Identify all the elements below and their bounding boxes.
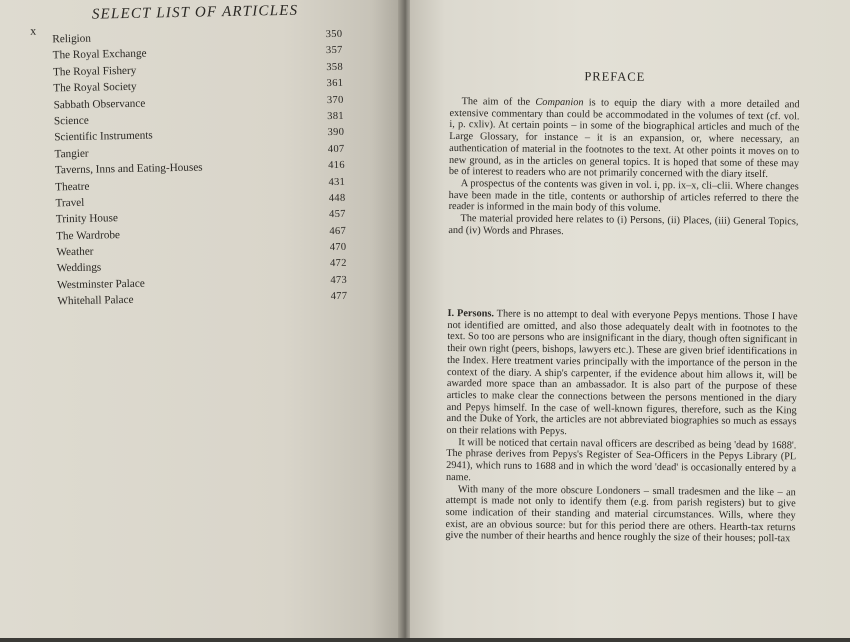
running-head: SELECT LIST OF ARTICLES [91,2,299,23]
article-page-number: 381 [327,110,345,123]
article-page-number: 416 [328,159,345,172]
section-heading: I. Persons. [447,307,495,320]
intro-text: The aim of the [461,96,536,108]
right-page [410,0,850,638]
persons-text: There is no attempt to deal with everyone Pepys mentions. Those I have not identified are omitted, and also those adequately dealt with in footnotes to the text. So too are persons who are insignificant in the diary, though often significant in their own right (peers, bishops, lawyers etc.). These are given brief identifications in the Index. Here treatment varies principally with the importance of the person in the context of the diary. A ship's carpenter, if the evidence about him allows it, will be awarded more space than an ambassador. It is also part of the purpose of these articles to make clear the connections between the persons mentioned in the diary and Pepys himself. In the case of well-known figures, therefore, such as the King and the Duke of York, the articles are not abbreviated biographies so much as essays on their relations with Pepys. [446,308,798,438]
article-title: Theatre [55,180,90,193]
article-page-number: 357 [325,45,343,57]
article-title: Weather [56,245,94,259]
right-page-content [404,0,850,642]
article-title: Trinity House [55,212,119,226]
article-page-number: 473 [330,274,348,286]
intro-text-continued: is to equip the diary with a more detailed and extensive commentary than could be accommodated in the volumes of text (cf. vol. i, p. cxliv). At certain points – in some of the biographical articles and much of the Large Glossary, for instance – it is an expansion, or, where necessary, an authentication of material in the footnotes to the text. At other points it moves on to new ground, as in the articles on general topics. It is hoped that some of these may be of interest to readers who are not primarily concerned with the diary itself. [448,97,800,181]
article-page-number: 358 [326,61,344,73]
persons-paragraph-2: It will be noticed that certain naval officers are described as being 'dead by 1688'. The phrase derives from Pepys's Register of Sea-Officers in the Pepys Library (PL 2941), which runs to 1688 and in which the word 'dead' is occasionally entered by a name. [445,436,797,484]
article-title: Whitehall Palace [57,294,134,308]
article-title: Weddings [56,261,102,275]
article-page-number: 370 [326,94,344,106]
article-title: Sabbath Observance [53,97,146,111]
article-title: Westminster Palace [56,277,145,292]
left-page [0,0,404,638]
persons-section [445,308,797,545]
article-title: The Royal Fishery [52,64,137,79]
article-title: Scientific Instruments [54,129,153,144]
preface-title: PREFACE [584,69,646,84]
article-title: The Royal Exchange [52,47,147,62]
article-page-number: 431 [328,176,346,188]
article-page-number: 350 [325,28,343,41]
article-title: The Wardrobe [56,228,121,243]
intro-paragraph-3: The material provided here relates to (i) Persons, (ii) Places, (iii) General Topics, and (iv) Words and Phrases. [448,213,799,237]
article-page-number: 467 [329,225,347,237]
intro-paragraph-2: A prospectus of the contents was given in vol. i, pp. ix–x, cli–clii. Where changes have been made in the title, contents or authorship of articles referred to there the reader is informed in the main body of this volume. [448,178,799,215]
article-title: Science [53,114,89,128]
article-page-number: 457 [329,209,346,221]
article-list [52,28,347,312]
article-page-number: 407 [327,143,345,155]
persons-paragraph-3: With many of the more obscure Londoners – small tradesmen and the like – an attempt is made not only to identify them (e.g. from parish registers) but to give some indication of their standing and material circumstances. Wills, where they exist, are an obvious source: but for this period there are others. Hearth-tax returns give the number of their hearths and hence roughly the size of their houses; poll-tax [445,483,796,545]
persons-paragraph-1 [446,308,797,440]
intro-paragraph-1 [449,96,800,181]
article-title: Taverns, Inns and Eating-Houses [54,161,203,177]
article-title: Travel [55,196,85,210]
article-page-number: 448 [328,192,346,205]
article-title: Religion [52,32,92,46]
page-number: x [30,23,37,38]
preface-intro [448,96,799,240]
left-page-content [0,0,416,638]
article-page-number: 361 [326,77,344,90]
article-page-number: 390 [327,127,345,139]
article-page-number: 470 [329,241,347,254]
companion-title: Companion [535,96,584,109]
article-page-number: 477 [330,291,348,303]
article-title: The Royal Society [53,80,137,95]
article-page-number: 472 [329,258,347,270]
article-title: Tangier [54,147,89,161]
